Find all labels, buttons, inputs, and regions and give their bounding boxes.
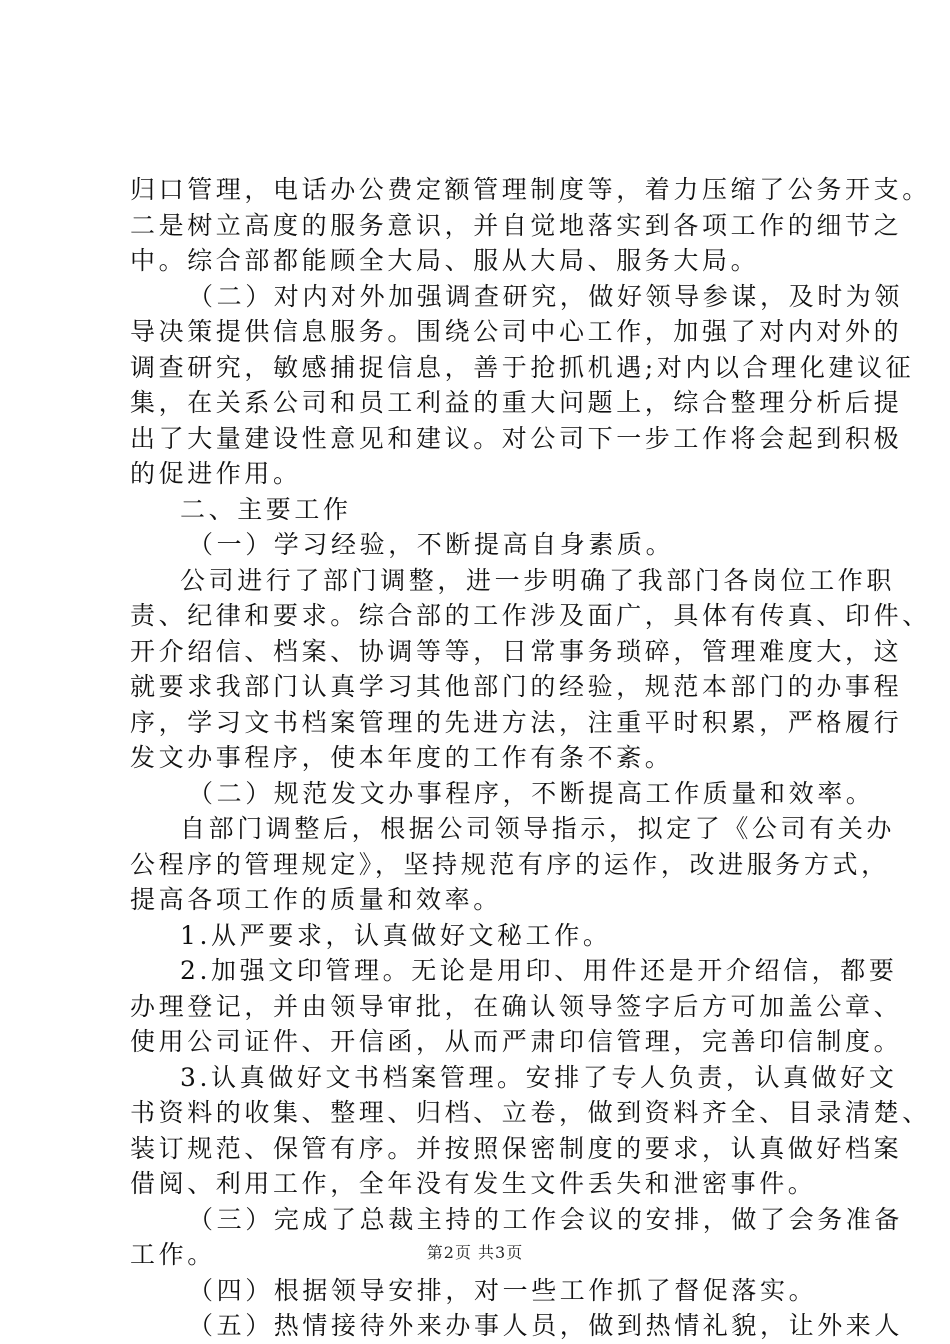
text-line: 工作。 (130, 1240, 216, 1269)
text-line: （二）对内对外加强调查研究，做好领导参谋，及时为领 (188, 281, 904, 311)
text-line: 二、主要工作 (180, 494, 352, 524)
text-line: 1.从严要求，认真做好文秘工作。 (180, 920, 612, 950)
text-line: 二是树立高度的服务意识，并自觉地落实到各项工作的细节之 (130, 210, 903, 240)
text-line: 导决策提供信息服务。围绕公司中心工作，加强了对内对外的 (130, 317, 903, 346)
text-line: 使用公司证件、开信函，从而严肃印信管理，完善印信制度。 (130, 1027, 903, 1056)
text-line: 装订规范、保管有序。并按照保密制度的要求，认真做好档案 (130, 1133, 903, 1163)
text-line: 就要求我部门认真学习其他部门的经验，规范本部门的办事程 (130, 672, 903, 701)
document-body (130, 172, 931, 1344)
page-footer: 第2页 共3页 (426, 1243, 524, 1262)
text-line: 中。综合部都能顾全大局、服从大局、服务大局。 (130, 246, 760, 275)
text-line: 集，在关系公司和员工利益的重大问题上，综合整理分析后提 (130, 388, 903, 417)
text-line: （五）热情接待外来办事人员，做到热情礼貌，让外来人 (188, 1311, 904, 1340)
text-line: 自部门调整后，根据公司领导指示，拟定了《公司有关办 (180, 814, 896, 843)
text-line: 办理登记，并由领导审批，在确认领导签字后方可加盖公章、 (130, 991, 903, 1021)
text-line: 发文办事程序，使本年度的工作有条不紊。 (130, 743, 674, 772)
text-line: 责、纪律和要求。综合部的工作涉及面广，具体有传真、印件、 (130, 601, 931, 630)
text-line: （二）规范发文办事程序，不断提高工作质量和效率。 (188, 778, 875, 808)
text-line: 3.认真做好文书档案管理。安排了专人负责，认真做好文 (180, 1062, 898, 1092)
text-line: 2.加强文印管理。无论是用印、用件还是开介绍信，都要 (180, 956, 898, 985)
text-line: （一）学习经验，不断提高自身素质。 (188, 530, 675, 559)
text-line: 序，学习文书档案管理的先进方法，注重平时积累，严格履行 (130, 707, 903, 737)
text-line: 公程序的管理规定》，坚持规范有序的运作，改进服务方式， (130, 849, 890, 879)
text-line: 公司进行了部门调整，进一步明确了我部门各岗位工作职 (180, 565, 896, 595)
text-line: 出了大量建设性意见和建议。对公司下一步工作将会起到积极 (130, 423, 903, 453)
text-line: 开介绍信、档案、协调等等，日常事务琐碎，管理难度大，这 (130, 636, 903, 666)
text-line: （三）完成了总裁主持的工作会议的安排，做了会务准备 (188, 1204, 904, 1234)
text-line: （四）根据领导安排，对一些工作抓了督促落实。 (188, 1275, 818, 1305)
text-line: 调查研究，敏感捕捉信息，善于抢抓机遇;对内以合理化建议征 (130, 352, 915, 382)
text-line: 借阅、利用工作，全年没有发生文件丢失和泄密事件。 (130, 1169, 817, 1198)
text-line: 书资料的收集、整理、归档、立卷，做到资料齐全、目录清楚、 (130, 1098, 931, 1127)
text-line: 的促进作用。 (130, 459, 302, 488)
text-line: 归口管理，电话办公费定额管理制度等，着力压缩了公务开支。 (130, 175, 931, 204)
text-line: 提高各项工作的质量和效率。 (130, 885, 502, 914)
